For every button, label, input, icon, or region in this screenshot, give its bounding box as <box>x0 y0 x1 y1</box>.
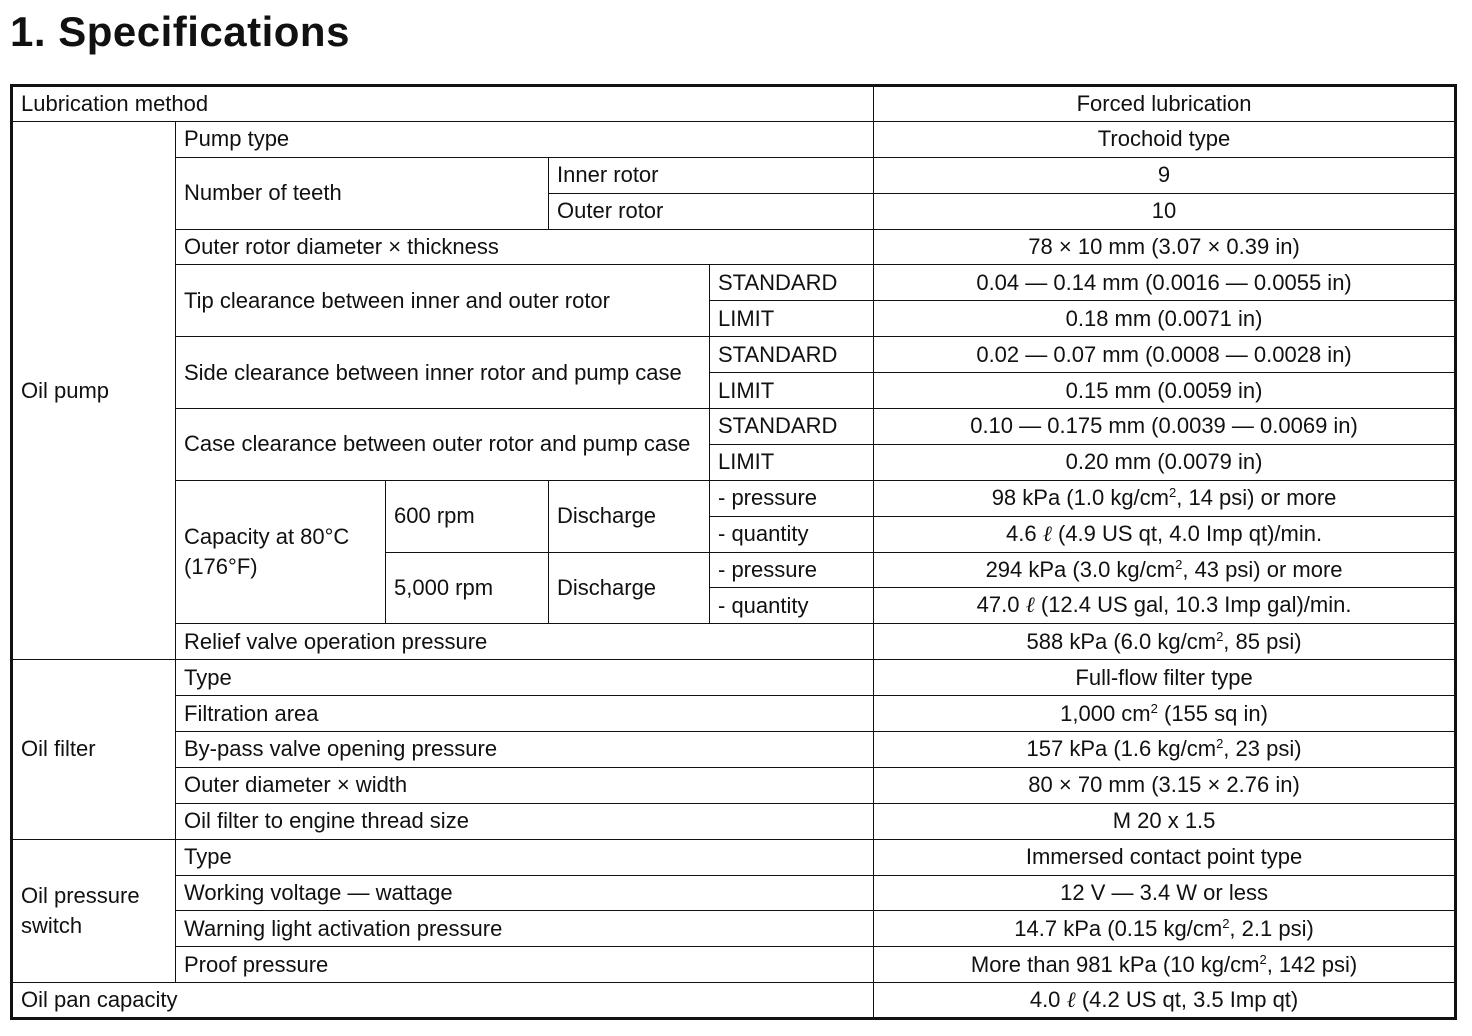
proof-pressure-value: More than 981 kPa (10 $kg/cm^2$, 142 psi) <box>874 947 1456 983</box>
case-clearance-standard-label: STANDARD <box>710 409 874 445</box>
oil-pan-capacity-value: 4.0 ℓ (4.2 US qt, 3.5 Imp qt) <box>874 983 1456 1019</box>
capacity-600-rpm-label: 600 rpm <box>386 480 549 552</box>
table-row <box>12 624 1456 660</box>
side-clearance-limit-value: 0.15 mm (0.0059 in) <box>874 373 1456 409</box>
capacity-5000-discharge-label: Discharge <box>549 552 710 624</box>
table-row <box>12 696 1456 732</box>
working-voltage-label: Working voltage — wattage <box>176 875 874 911</box>
oil-pump-label: Oil pump <box>12 121 176 659</box>
tip-clearance-limit-value: 0.18 mm (0.0071 in) <box>874 301 1456 337</box>
capacity-label: Capacity at 80°C (176°F) <box>176 480 386 624</box>
capacity-600-discharge-label: Discharge <box>549 480 710 552</box>
capacity-600-quantity-value: 4.6 ℓ (4.9 US qt, 4.0 Imp qt)/min. <box>874 516 1456 552</box>
side-clearance-label: Side clearance between inner rotor and pump case <box>176 337 710 409</box>
pump-type-label: Pump type <box>176 121 874 157</box>
case-clearance-label: Case clearance between outer rotor and pump case <box>176 409 710 481</box>
table-row <box>12 803 1456 839</box>
oil-filter-type-value: Full-flow filter type <box>874 660 1456 696</box>
oil-pressure-switch-label: Oil pressure switch <box>12 839 176 983</box>
relief-valve-label: Relief valve operation pressure <box>176 624 874 660</box>
outer-rotor-label: Outer rotor <box>549 193 874 229</box>
thread-size-value: M 20 x 1.5 <box>874 803 1456 839</box>
oil-filter-type-label: Type <box>176 660 874 696</box>
tip-clearance-standard-value: 0.04 — 0.14 mm (0.0016 — 0.0055 in) <box>874 265 1456 301</box>
working-voltage-value: 12 V — 3.4 W or less <box>874 875 1456 911</box>
capacity-600-quantity-label: - quantity <box>710 516 874 552</box>
capacity-5000-quantity-label: - quantity <box>710 588 874 624</box>
capacity-600-pressure-label: - pressure <box>710 480 874 516</box>
capacity-5000-quantity-value: 47.0 ℓ (12.4 US gal, 10.3 Imp gal)/min. <box>874 588 1456 624</box>
table-row <box>12 660 1456 696</box>
table-row <box>12 229 1456 265</box>
table-row <box>12 983 1456 1019</box>
pump-type-value: Trochoid type <box>874 121 1456 157</box>
side-clearance-standard-value: 0.02 — 0.07 mm (0.0008 — 0.0028 in) <box>874 337 1456 373</box>
bypass-valve-value: 157 kPa (1.6 $kg/cm^2$, 23 psi) <box>874 732 1456 768</box>
tip-clearance-label: Tip clearance between inner and outer rotor <box>176 265 710 337</box>
filtration-area-value: 1,000 $cm^2$ (155 sq in) <box>874 696 1456 732</box>
specifications-table <box>10 84 1457 1020</box>
table-row <box>12 337 1456 373</box>
warning-light-value: 14.7 kPa (0.15 $kg/cm^2$, 2.1 psi) <box>874 911 1456 947</box>
outer-rotor-diameter-value: 78 × 10 mm (3.07 × 0.39 in) <box>874 229 1456 265</box>
oil-filter-label: Oil filter <box>12 660 176 839</box>
switch-type-label: Type <box>176 839 874 875</box>
capacity-5000-pressure-label: - pressure <box>710 552 874 588</box>
lubrication-method-label: Lubrication method <box>12 86 874 122</box>
tip-clearance-limit-label: LIMIT <box>710 301 874 337</box>
table-row <box>12 767 1456 803</box>
table-row <box>12 157 1456 193</box>
number-of-teeth-label: Number of teeth <box>176 157 549 229</box>
capacity-5000-rpm-label: 5,000 rpm <box>386 552 549 624</box>
table-row <box>12 839 1456 875</box>
case-clearance-limit-label: LIMIT <box>710 444 874 480</box>
inner-rotor-value: 9 <box>874 157 1456 193</box>
bypass-valve-label: By-pass valve opening pressure <box>176 732 874 768</box>
table-row <box>12 480 1456 516</box>
side-clearance-limit-label: LIMIT <box>710 373 874 409</box>
page-title: 1. Specifications <box>10 8 350 55</box>
table-row <box>12 86 1456 122</box>
side-clearance-standard-label: STANDARD <box>710 337 874 373</box>
case-clearance-limit-value: 0.20 mm (0.0079 in) <box>874 444 1456 480</box>
capacity-5000-pressure-value: 294 kPa (3.0 $kg/cm^2$, 43 psi) or more <box>874 552 1456 588</box>
relief-valve-value: 588 kPa (6.0 $kg/cm^2$, 85 psi) <box>874 624 1456 660</box>
outer-diameter-value: 80 × 70 mm (3.15 × 2.76 in) <box>874 767 1456 803</box>
table-row <box>12 409 1456 445</box>
oil-pan-capacity-label: Oil pan capacity <box>12 983 874 1019</box>
case-clearance-standard-value: 0.10 — 0.175 mm (0.0039 — 0.0069 in) <box>874 409 1456 445</box>
proof-pressure-label: Proof pressure <box>176 947 874 983</box>
outer-rotor-diameter-label: Outer rotor diameter × thickness <box>176 229 874 265</box>
switch-type-value: Immersed contact point type <box>874 839 1456 875</box>
table-row <box>12 875 1456 911</box>
warning-light-label: Warning light activation pressure <box>176 911 874 947</box>
filtration-area-label: Filtration area <box>176 696 874 732</box>
thread-size-label: Oil filter to engine thread size <box>176 803 874 839</box>
table-row <box>12 121 1456 157</box>
inner-rotor-label: Inner rotor <box>549 157 874 193</box>
outer-rotor-value: 10 <box>874 193 1456 229</box>
tip-clearance-standard-label: STANDARD <box>710 265 874 301</box>
outer-diameter-label: Outer diameter × width <box>176 767 874 803</box>
lubrication-method-value: Forced lubrication <box>874 86 1456 122</box>
table-row <box>12 947 1456 983</box>
table-row <box>12 732 1456 768</box>
table-row <box>12 911 1456 947</box>
table-row <box>12 265 1456 301</box>
capacity-600-pressure-value: 98 kPa (1.0 $kg/cm^2$, 14 psi) or more <box>874 480 1456 516</box>
